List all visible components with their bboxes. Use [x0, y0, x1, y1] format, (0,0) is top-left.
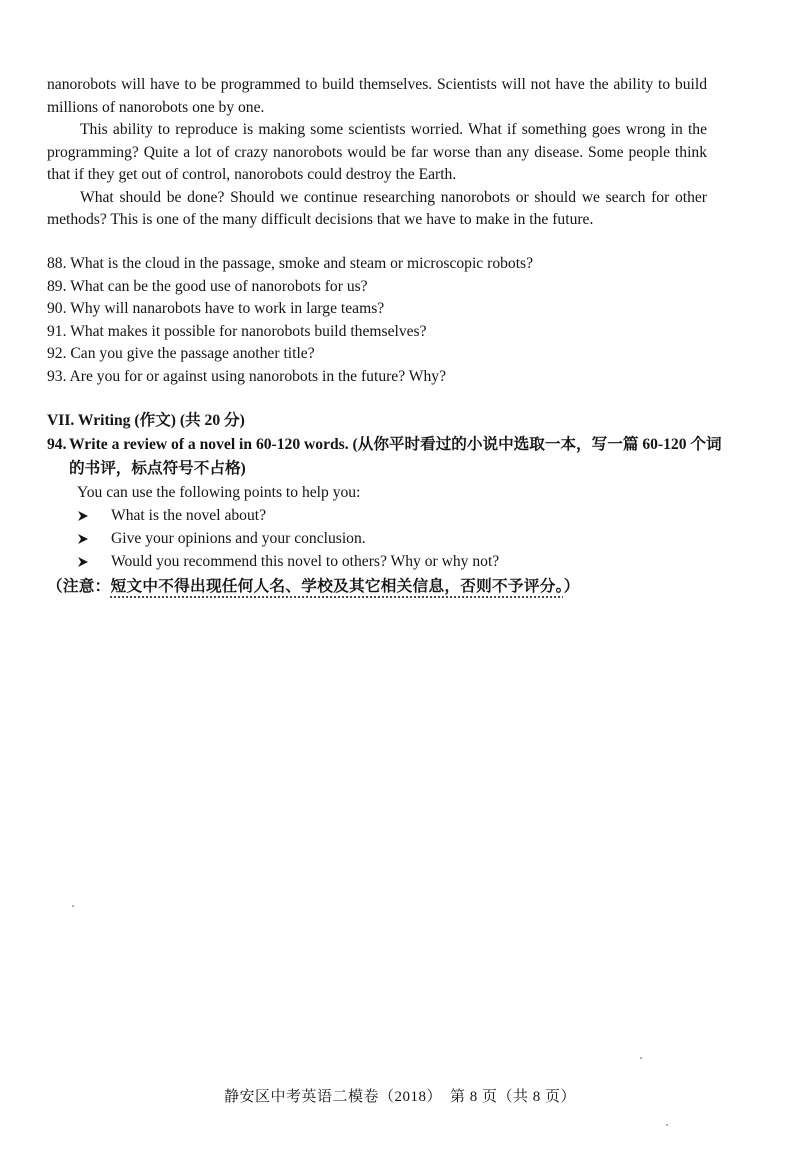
question-92: 92. Can you give the passage another title? [47, 345, 315, 363]
scoring-note [47, 575, 727, 599]
page-footer: 静安区中考英语二模卷（2018） 第 8 页（共 8 页） [223, 1089, 576, 1105]
task-instruction: Write a review of a novel in 60-120 words. (从你平时看过的小说中选取一本，写一篇 60-120 个词的书评，标点符号不占格) [69, 436, 722, 477]
passage-paragraph: This ability to reproduce is making some scientists worried. What if something goes wrong in the programming? Quite a lot of crazy nanorobots would be far worse than any disease. Some people think that if they get out of control, nanorobots could destroy the Earth. [47, 121, 707, 183]
arrowhead-bullet-icon [77, 510, 111, 522]
section-title: VII. Writing (作文) (共 20 分) [47, 412, 245, 429]
points-intro: You can use the following points to help you: [77, 484, 361, 501]
scan-speck [666, 1124, 668, 1126]
point-item [77, 550, 727, 573]
question-89: 89. What can be the good use of nanorobots for us? [47, 277, 368, 295]
note-close: ） [563, 578, 580, 595]
writing-section [47, 409, 727, 599]
arrowhead-bullet-icon [77, 533, 111, 545]
note-text: 短文中不得出现任何人名、学校及其它相关信息，否则不予评分。 [110, 578, 564, 595]
reading-passage [47, 74, 707, 232]
point-text: Give your opinions and your conclusion. [111, 530, 366, 547]
passage-paragraph: nanorobots will have to be programmed to build themselves. Scientists will not have the ability to build millions of nanorobots one by one. [47, 76, 707, 116]
point-text: Would you recommend this novel to others? Why or why not? [111, 553, 500, 570]
arrowhead-bullet-icon [77, 556, 111, 568]
writing-task [47, 433, 727, 481]
question-90: 90. Why will nanarobots have to work in large teams? [47, 300, 385, 318]
note-open: （注意： [47, 578, 111, 595]
passage-paragraph: What should be done? Should we continue researching nanorobots or should we search for other methods? This is one of the many difficult decisions that we have to make in the future. [47, 188, 707, 228]
scan-speck [72, 905, 74, 907]
task-number: 94. [47, 436, 67, 453]
helper-points [77, 481, 727, 573]
question-93: 93. Are you for or against using nanorobots in the future? Why? [47, 367, 446, 385]
point-text: What is the novel about? [111, 507, 267, 524]
question-88: 88. What is the cloud in the passage, smoke and steam or microscopic robots? [47, 255, 534, 272]
scan-speck [640, 1057, 642, 1059]
question-91: 91. What makes it possible for nanorobots build themselves? [47, 322, 427, 340]
point-item [77, 504, 727, 527]
point-item [77, 527, 727, 550]
question-list [47, 253, 707, 389]
